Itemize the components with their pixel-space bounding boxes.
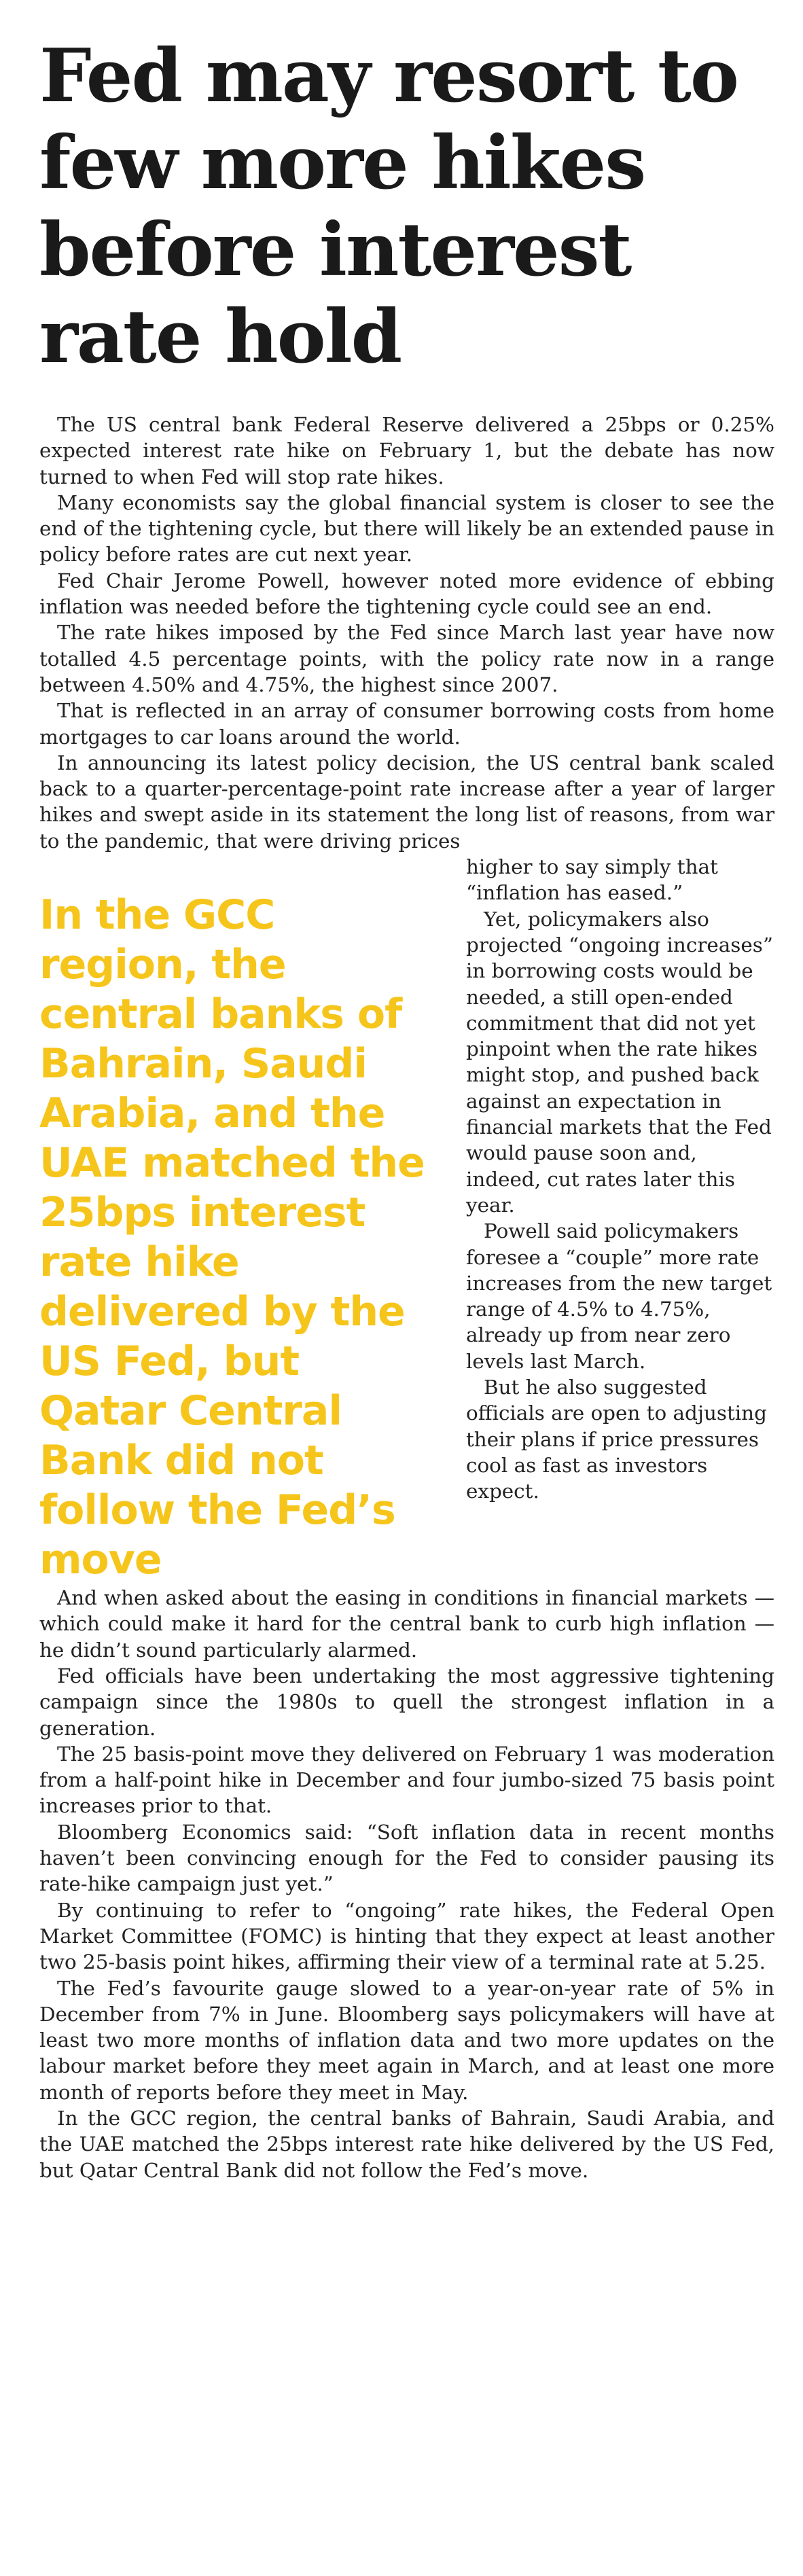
paragraph: In announcing its latest policy decision, the US central bank scaled back to a quarter-percentage-point rate increase after a year of larger hikes and swept aside in its statement the long list of reasons, from war to the pandemic, that were driving prices xyxy=(39,751,774,853)
paragraph: And when asked about the easing in conditions in financial markets — which could make it hard for the central bank to curb high inflation — he didn’t sound particularly alarmed. xyxy=(39,1586,774,1662)
paragraph: Fed Chair Jerome Powell, however noted more evidence of ebbing inflation was needed before the tightening cycle could see an end. xyxy=(39,569,774,619)
paragraph: The Fed’s favourite gauge slowed to a year-on-year rate of 5% in December from 7% in June. Bloomberg says policymakers will have at least two more months of inflation data and two more updates on the labour market before they meet again in March, and at least one more month of reports before they meet in May. xyxy=(39,1976,774,2104)
pull-quote: In the GCC region, the central banks of Bahrain, Saudi Arabia, and the UAE matched the 25bps interest rate hike delivered by the US Fed, but Qatar Central Bank did not follow the Fed’s move xyxy=(39,891,425,1584)
paragraph: Yet, policymakers also projected “ongoing increases” in borrowing costs would be needed, a still open-ended commitment that did not yet pinpoint when the rate hikes might stop, and pushed back against an expectation in financial markets that the Fed would pause soon and, indeed, cut rates later this year. xyxy=(466,907,773,1217)
pull-quote-section xyxy=(39,854,774,1585)
paragraph: Bloomberg Economics said: “Soft inflation data in recent months haven’t been convincing enough for the Fed to consider pausing its rate-hike campaign just yet.” xyxy=(39,1820,774,1896)
article-headline: Fed may resort to few more hikes before interest rate hold xyxy=(39,33,738,380)
paragraph: That is reflected in an array of consumer borrowing costs from home mortgages to car loans around the world. xyxy=(39,699,774,749)
paragraph-continuation: higher to say simply that “inflation has eased.” xyxy=(466,855,718,905)
paragraph: The US central bank Federal Reserve delivered a 25bps or 0.25% expected interest rate hike on February 1, but the debate has now turned to when Fed will stop rate hikes. xyxy=(39,413,774,488)
paragraph: But he also suggested officials are open to adjusting their plans if price pressures cool as fast as investors expect. xyxy=(466,1375,767,1503)
paragraph: Fed officials have been undertaking the most aggressive tightening campaign since the 1980s to quell the strongest inflation in a generation. xyxy=(39,1664,774,1740)
paragraph: By continuing to refer to “ongoing” rate hikes, the Federal Open Market Committee (FOMC) is hinting that they expect at least another two 25-basis point hikes, affirming their view of a terminal rate at 5.25. xyxy=(39,1898,774,1974)
article-body-bottom xyxy=(39,1585,774,2183)
paragraph: Many economists say the global financial system is closer to see the end of the tightening cycle, but there will likely be an extended pause in policy before rates are cut next year. xyxy=(39,490,774,567)
paragraph: In the GCC region, the central banks of Bahrain, Saudi Arabia, and the UAE matched the 25bps interest rate hike delivered by the US Fed, but Qatar Central Bank did not follow the Fed’s move. xyxy=(39,2106,774,2182)
narrow-column xyxy=(443,854,774,1585)
paragraph: The rate hikes imposed by the Fed since March last year have now totalled 4.5 percentage points, with the policy rate now in a range between 4.50% and 4.75%, the highest since 2007. xyxy=(39,621,774,696)
article-body-top xyxy=(39,412,774,854)
paragraph: The 25 basis-point move they delivered on February 1 was moderation from a half-point hike in December and four jumbo-sized 75 basis point increases prior to that. xyxy=(39,1742,774,1818)
paragraph: Powell said policymakers foresee a “couple” more rate increases from the new target range of 4.5% to 4.75%, already up from near zero levels last March. xyxy=(466,1219,772,1373)
